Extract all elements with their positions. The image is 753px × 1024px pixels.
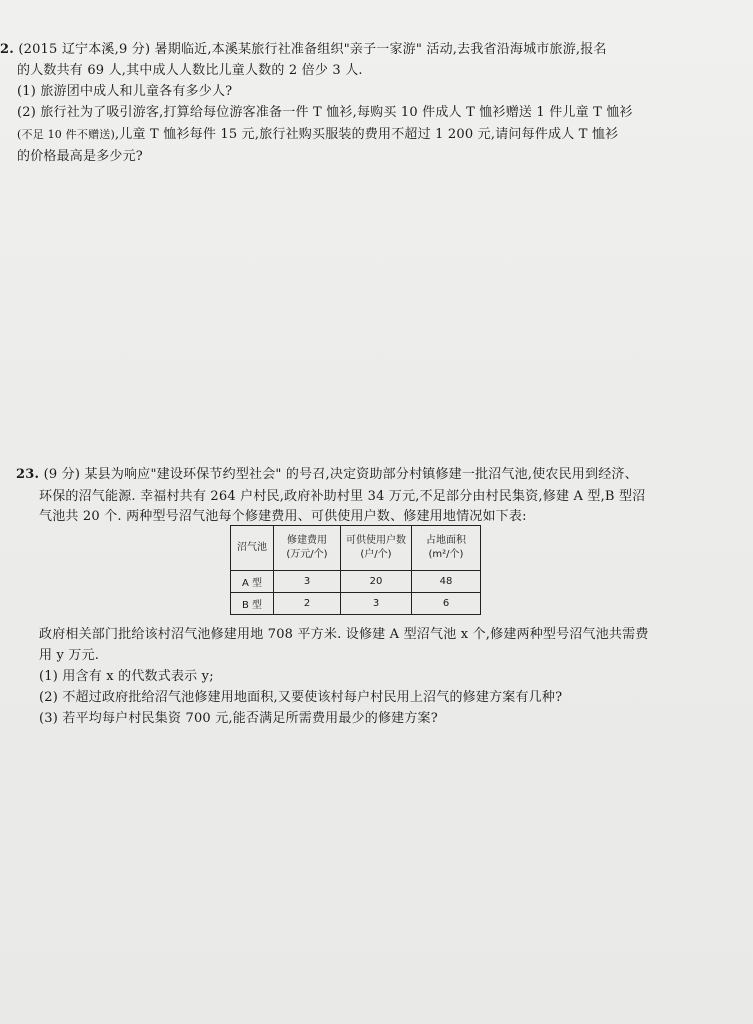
table-row [231, 593, 481, 615]
table-cell: 3 [341, 593, 412, 615]
table-header-cell: 修建费用 (万元/个) [274, 526, 341, 571]
q22-line-1 [0, 42, 607, 58]
table-header-cell: 占地面积 (m²/个) [412, 526, 481, 571]
q22-number: 2. [0, 42, 14, 57]
q23-number: 23. [16, 467, 40, 482]
q22-sub-2-line-2 [17, 127, 618, 143]
table-cell: 6 [412, 593, 481, 615]
biogas-pool-table [230, 525, 481, 615]
table-cell: 2 [274, 593, 341, 615]
table-cell: B 型 [231, 593, 274, 615]
table-cell: 20 [341, 571, 412, 593]
q22-sub-2-text-2: ,儿童 T 恤衫每件 15 元,旅行社购买服装的费用不超过 1 200 元,请问每件成人 T 恤衫 [114, 127, 619, 142]
q23-line-2: 环保的沼气能源. 幸福村共有 264 户村民,政府补助村里 34 万元,不足部分由村民集资,修建 A 型,B 型沼 [39, 489, 646, 504]
q23-line-3: 气池共 20 个. 两种型号沼气池每个修建费用、可供使用户数、修建用地情况如下表: [39, 509, 527, 524]
q23-after-table-1: 政府相关部门批给该村沼气池修建用地 708 平方米. 设修建 A 型沼气池 x 个,修建两种型号沼气池共需费 [39, 627, 649, 642]
q23-sub-1: (1) 用含有 x 的代数式表示 y; [39, 669, 214, 684]
table-cell: 3 [274, 571, 341, 593]
table-header-row [231, 526, 481, 571]
q22-text-1: (2015 辽宁本溪,9 分) 暑期临近,本溪某旅行社准备组织"亲子一家游" 活动,去我省沿海城市旅游,报名 [18, 42, 607, 57]
q22-sub-2-note: (不足 10 件不赠送) [17, 128, 115, 141]
table-cell: 48 [412, 571, 481, 593]
q23-after-table-2: 用 y 万元. [39, 648, 100, 663]
table-header-cell: 沼气池 [231, 526, 274, 571]
q22-line-2: 的人数共有 69 人,其中成人人数比儿童人数的 2 倍少 3 人. [17, 63, 363, 78]
q23-sub-3: (3) 若平均每户村民集资 700 元,能否满足所需费用最少的修建方案? [39, 711, 438, 726]
q22-sub-2-line-3: 的价格最高是多少元? [17, 149, 143, 164]
table-row [231, 571, 481, 593]
table-header-cell: 可供使用户数 (户/个) [341, 526, 412, 571]
q23-sub-2: (2) 不超过政府批给沼气池修建用地面积,又要使该村每户村民用上沼气的修建方案有几种? [39, 690, 563, 705]
q23-text-1: (9 分) 某县为响应"建设环保节约型社会" 的号召,决定资助部分村镇修建一批沼气池,使农民用到经济、 [43, 467, 638, 482]
q22-sub-1: (1) 旅游团中成人和儿童各有多少人? [17, 84, 233, 99]
q23-line-1 [16, 467, 638, 483]
table-cell: A 型 [231, 571, 274, 593]
q22-sub-2-line-1: (2) 旅行社为了吸引游客,打算给每位游客准备一件 T 恤衫,每购买 10 件成人 T 恤衫赠送 1 件儿童 T 恤衫 [17, 105, 633, 120]
